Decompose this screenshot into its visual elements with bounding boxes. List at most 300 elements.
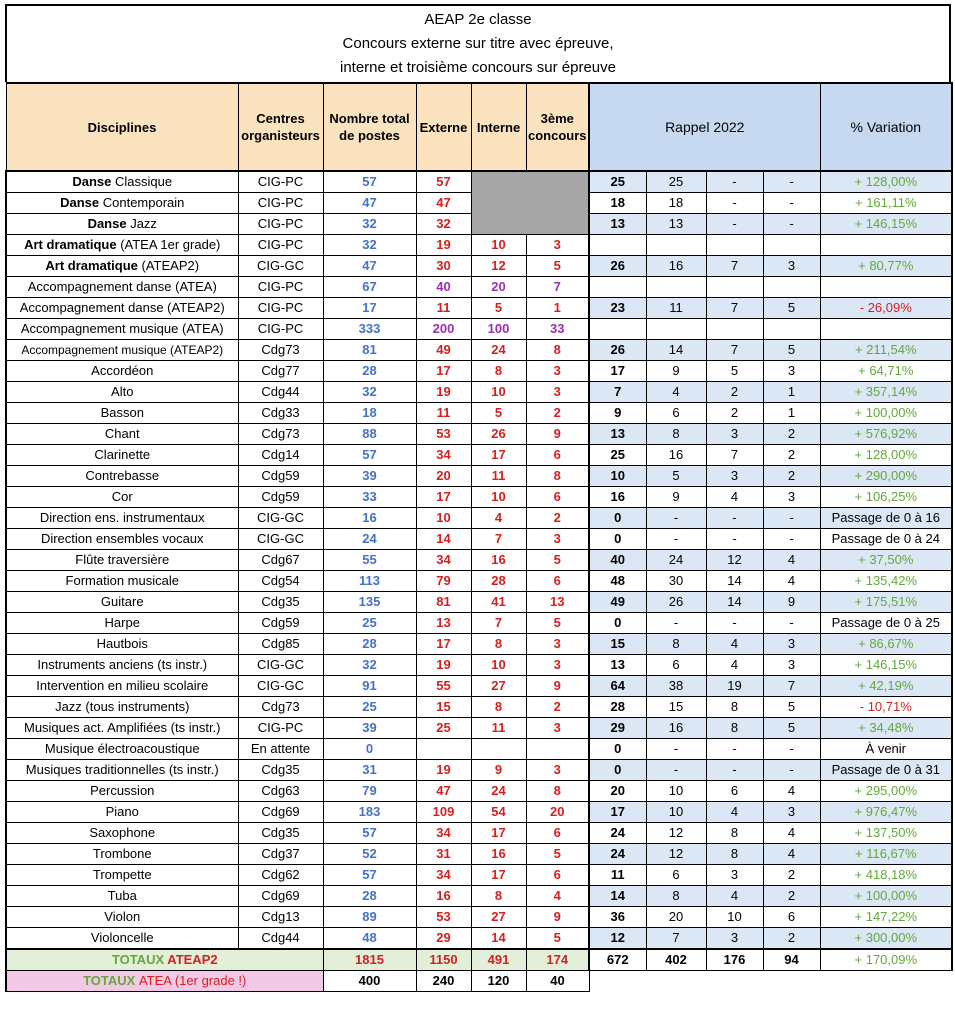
rappel-externe-cell: 14 — [646, 340, 706, 361]
interne-cell: 5 — [471, 403, 526, 424]
table-body — [6, 171, 952, 992]
rappel-troisieme-cell: 4 — [763, 781, 820, 802]
table-row — [6, 928, 952, 950]
discipline-cell — [6, 529, 238, 550]
discipline-cell — [6, 256, 238, 277]
externe-cell: 11 — [416, 403, 471, 424]
variation-cell: + 146,15% — [820, 214, 952, 235]
rappel-externe-cell: 5 — [646, 466, 706, 487]
total-cell: 52 — [323, 844, 416, 865]
rappel-troisieme-cell: 2 — [763, 466, 820, 487]
troisieme-cell: 5 — [526, 844, 589, 865]
rappel-total-cell: 40 — [589, 550, 646, 571]
rappel-total-cell: 17 — [589, 361, 646, 382]
interne-cell: 5 — [471, 298, 526, 319]
troisieme-cell: 5 — [526, 613, 589, 634]
externe-cell: 25 — [416, 718, 471, 739]
totals-ateap2-r2: 402 — [646, 949, 706, 971]
rappel-interne-cell: - — [706, 171, 763, 193]
interne-cell: 16 — [471, 550, 526, 571]
grey-block — [471, 171, 589, 235]
totals-label-a: TOTAUX — [111, 952, 168, 967]
centre-cell: CIG-GC — [238, 256, 323, 277]
discipline-label: Contemporain — [99, 195, 185, 210]
discipline-label: Musiques traditionnelles (ts instr.) — [25, 762, 219, 777]
troisieme-cell: 9 — [526, 676, 589, 697]
title-line-3: interne et troisième concours sur épreuve — [340, 59, 616, 76]
rappel-troisieme-cell: 5 — [763, 697, 820, 718]
total-cell: 79 — [323, 781, 416, 802]
totals-atea-row — [6, 971, 952, 992]
rappel-interne-cell: 14 — [706, 571, 763, 592]
total-cell: 47 — [323, 256, 416, 277]
externe-cell: 19 — [416, 760, 471, 781]
interne-cell: 17 — [471, 823, 526, 844]
discipline-label: Accompagnement danse (ATEAP2) — [19, 300, 225, 315]
variation-cell: + 64,71% — [820, 361, 952, 382]
centre-cell: Cdg14 — [238, 445, 323, 466]
table-row — [6, 781, 952, 802]
variation-cell: + 211,54% — [820, 340, 952, 361]
header-centres: Centres organisteurs — [238, 83, 323, 171]
discipline-cell — [6, 781, 238, 802]
discipline-cell — [6, 361, 238, 382]
rappel-interne-cell: 19 — [706, 676, 763, 697]
rappel-total-cell: 25 — [589, 445, 646, 466]
interne-cell: 10 — [471, 235, 526, 256]
rappel-total-cell: 17 — [589, 802, 646, 823]
interne-cell: 41 — [471, 592, 526, 613]
rappel-troisieme-cell: 3 — [763, 361, 820, 382]
total-cell: 57 — [323, 823, 416, 844]
total-cell: 57 — [323, 865, 416, 886]
discipline-label: Accompagnement musique (ATEAP2) — [21, 342, 224, 357]
rappel-troisieme-cell: 6 — [763, 907, 820, 928]
rappel-troisieme-cell: 2 — [763, 886, 820, 907]
troisieme-cell: 8 — [526, 466, 589, 487]
variation-cell: - 26,09% — [820, 298, 952, 319]
rappel-interne-cell: 12 — [706, 550, 763, 571]
rappel-total-cell: 26 — [589, 340, 646, 361]
rappel-total-cell: 0 — [589, 613, 646, 634]
rappel-interne-cell: 5 — [706, 361, 763, 382]
totals-ateap2-total: 1815 — [323, 949, 416, 971]
variation-cell: - 10,71% — [820, 697, 952, 718]
total-cell: 25 — [323, 697, 416, 718]
rappel-interne-cell: 4 — [706, 886, 763, 907]
totals-label-a: TOTAUX — [83, 973, 139, 988]
discipline-cell — [6, 277, 238, 298]
rappel-interne-cell: 7 — [706, 256, 763, 277]
interne-cell: 54 — [471, 802, 526, 823]
variation-cell: Passage de 0 à 24 — [820, 529, 952, 550]
totals-atea-int: 120 — [471, 971, 526, 992]
discipline-cell — [6, 844, 238, 865]
centre-cell: CIG-GC — [238, 508, 323, 529]
variation-cell: + 161,11% — [820, 193, 952, 214]
externe-cell: 81 — [416, 592, 471, 613]
externe-cell: 49 — [416, 340, 471, 361]
table-row — [6, 676, 952, 697]
rappel-externe-cell: 15 — [646, 697, 706, 718]
rappel-troisieme-cell: 4 — [763, 823, 820, 844]
discipline-label: Basson — [100, 405, 144, 420]
rappel-interne-cell: 3 — [706, 928, 763, 950]
totals-ateap2-r3: 176 — [706, 949, 763, 971]
discipline-bold: Danse — [60, 195, 100, 210]
rappel-troisieme-cell: 5 — [763, 298, 820, 319]
discipline-cell — [6, 235, 238, 256]
discipline-cell — [6, 340, 238, 361]
externe-cell: 19 — [416, 382, 471, 403]
variation-cell — [820, 277, 952, 298]
centre-cell: Cdg59 — [238, 613, 323, 634]
troisieme-cell: 3 — [526, 529, 589, 550]
rappel-externe-cell: 24 — [646, 550, 706, 571]
discipline-label: Hautbois — [96, 636, 148, 651]
discipline-cell — [6, 466, 238, 487]
rappel-interne-cell: 4 — [706, 487, 763, 508]
rappel-troisieme-cell — [763, 277, 820, 298]
discipline-label: Accompagnement danse (ATEA) — [27, 279, 217, 294]
discipline-bold: Danse — [87, 216, 127, 231]
totals-ateap2-r4: 94 — [763, 949, 820, 971]
rappel-total-cell: 13 — [589, 655, 646, 676]
rappel-total-cell: 0 — [589, 739, 646, 760]
rappel-interne-cell: - — [706, 760, 763, 781]
centre-cell: Cdg33 — [238, 403, 323, 424]
rappel-interne-cell — [706, 319, 763, 340]
discipline-cell — [6, 823, 238, 844]
variation-cell: + 147,22% — [820, 907, 952, 928]
centre-cell: CIG-PC — [238, 214, 323, 235]
rappel-total-cell: 13 — [589, 424, 646, 445]
centre-cell: CIG-PC — [238, 277, 323, 298]
rappel-externe-cell: 26 — [646, 592, 706, 613]
rappel-troisieme-cell: 1 — [763, 382, 820, 403]
discipline-cell — [6, 865, 238, 886]
troisieme-cell: 7 — [526, 277, 589, 298]
discipline-label: Alto — [111, 384, 134, 399]
rappel-total-cell — [589, 319, 646, 340]
centre-cell: En attente — [238, 739, 323, 760]
rappel-interne-cell: 8 — [706, 718, 763, 739]
rappel-total-cell: 12 — [589, 928, 646, 950]
interne-cell: 12 — [471, 256, 526, 277]
variation-cell: + 300,00% — [820, 928, 952, 950]
rappel-total-cell: 24 — [589, 823, 646, 844]
externe-cell: 47 — [416, 193, 471, 214]
troisieme-cell: 5 — [526, 550, 589, 571]
variation-cell: + 576,92% — [820, 424, 952, 445]
variation-cell: + 137,50% — [820, 823, 952, 844]
interne-cell: 7 — [471, 613, 526, 634]
troisieme-cell: 6 — [526, 865, 589, 886]
totals-label-c: (1er grade !) — [171, 973, 247, 988]
discipline-label: Saxophone — [89, 825, 156, 840]
rappel-troisieme-cell: 4 — [763, 571, 820, 592]
rappel-externe-cell: 12 — [646, 823, 706, 844]
discipline-cell — [6, 655, 238, 676]
interne-cell: 17 — [471, 445, 526, 466]
troisieme-cell: 2 — [526, 508, 589, 529]
externe-cell: 34 — [416, 445, 471, 466]
table-row — [6, 760, 952, 781]
total-cell: 47 — [323, 193, 416, 214]
discipline-label: Instruments anciens (ts instr.) — [37, 657, 208, 672]
externe-cell: 109 — [416, 802, 471, 823]
table-row — [6, 487, 952, 508]
rappel-total-cell: 29 — [589, 718, 646, 739]
rappel-interne-cell: 3 — [706, 865, 763, 886]
variation-cell: + 100,00% — [820, 886, 952, 907]
troisieme-cell: 3 — [526, 361, 589, 382]
interne-cell: 27 — [471, 907, 526, 928]
interne-cell: 10 — [471, 382, 526, 403]
rappel-total-cell: 7 — [589, 382, 646, 403]
troisieme-cell: 3 — [526, 655, 589, 676]
rappel-troisieme-cell: 9 — [763, 592, 820, 613]
table-row — [6, 340, 952, 361]
troisieme-cell: 8 — [526, 340, 589, 361]
total-cell: 113 — [323, 571, 416, 592]
centre-cell: CIG-PC — [238, 298, 323, 319]
rappel-total-cell: 9 — [589, 403, 646, 424]
rappel-troisieme-cell — [763, 235, 820, 256]
rappel-interne-cell: 2 — [706, 382, 763, 403]
troisieme-cell: 2 — [526, 403, 589, 424]
rappel-total-cell: 14 — [589, 886, 646, 907]
externe-cell: 79 — [416, 571, 471, 592]
variation-cell: + 86,67% — [820, 634, 952, 655]
variation-cell: + 295,00% — [820, 781, 952, 802]
discipline-cell — [6, 550, 238, 571]
rappel-troisieme-cell — [763, 319, 820, 340]
troisieme-cell: 5 — [526, 256, 589, 277]
discipline-cell — [6, 487, 238, 508]
rappel-interne-cell — [706, 235, 763, 256]
table-row — [6, 298, 952, 319]
rappel-troisieme-cell: 1 — [763, 403, 820, 424]
interne-cell: 28 — [471, 571, 526, 592]
rappel-externe-cell: 16 — [646, 256, 706, 277]
discipline-cell — [6, 571, 238, 592]
rappel-total-cell: 0 — [589, 760, 646, 781]
variation-cell: + 290,00% — [820, 466, 952, 487]
rappel-total-cell: 0 — [589, 529, 646, 550]
rappel-total-cell: 13 — [589, 214, 646, 235]
rappel-externe-cell: - — [646, 508, 706, 529]
troisieme-cell: 5 — [526, 928, 589, 950]
rappel-interne-cell: 8 — [706, 697, 763, 718]
totals-label-b: ATEA — [138, 973, 172, 988]
rappel-total-cell: 24 — [589, 844, 646, 865]
centre-cell: CIG-GC — [238, 655, 323, 676]
troisieme-cell: 13 — [526, 592, 589, 613]
troisieme-cell: 1 — [526, 298, 589, 319]
discipline-bold: Art dramatique — [45, 258, 138, 273]
centre-cell: Cdg35 — [238, 592, 323, 613]
interne-cell: 8 — [471, 697, 526, 718]
postes-table — [5, 82, 953, 992]
total-cell: 88 — [323, 424, 416, 445]
variation-cell: + 42,19% — [820, 676, 952, 697]
externe-cell: 32 — [416, 214, 471, 235]
rappel-externe-cell: 8 — [646, 886, 706, 907]
discipline-label: Chant — [104, 426, 140, 441]
externe-cell: 19 — [416, 235, 471, 256]
interne-cell: 17 — [471, 865, 526, 886]
rappel-interne-cell: 2 — [706, 403, 763, 424]
total-cell: 32 — [323, 235, 416, 256]
rappel-externe-cell: 7 — [646, 928, 706, 950]
total-cell: 91 — [323, 676, 416, 697]
discipline-label: Accompagnement musique (ATEA) — [20, 321, 224, 336]
externe-cell: 57 — [416, 171, 471, 193]
discipline-cell — [6, 676, 238, 697]
totals-ateap2-label — [6, 949, 323, 971]
variation-cell: Passage de 0 à 31 — [820, 760, 952, 781]
rappel-externe-cell: - — [646, 529, 706, 550]
table-row — [6, 550, 952, 571]
troisieme-cell: 8 — [526, 781, 589, 802]
rappel-total-cell: 36 — [589, 907, 646, 928]
discipline-label: (ATEAP2) — [137, 258, 200, 273]
rappel-interne-cell: - — [706, 739, 763, 760]
table-row — [6, 277, 952, 298]
totals-atea-tro: 40 — [526, 971, 589, 992]
rappel-interne-cell: 4 — [706, 655, 763, 676]
interne-cell: 10 — [471, 487, 526, 508]
rappel-externe-cell — [646, 319, 706, 340]
discipline-bold: Danse — [72, 174, 112, 189]
centre-cell: Cdg59 — [238, 487, 323, 508]
variation-cell: + 128,00% — [820, 171, 952, 193]
rappel-interne-cell: - — [706, 613, 763, 634]
interne-cell — [471, 739, 526, 760]
rappel-interne-cell: - — [706, 214, 763, 235]
variation-cell: + 976,47% — [820, 802, 952, 823]
empty-area — [589, 971, 952, 992]
rappel-total-cell: 23 — [589, 298, 646, 319]
rappel-troisieme-cell: - — [763, 171, 820, 193]
rappel-externe-cell: 16 — [646, 445, 706, 466]
troisieme-cell: 3 — [526, 634, 589, 655]
table-row — [6, 529, 952, 550]
variation-cell: + 357,14% — [820, 382, 952, 403]
rappel-total-cell — [589, 277, 646, 298]
table-row — [6, 865, 952, 886]
discipline-cell — [6, 634, 238, 655]
rappel-interne-cell: 4 — [706, 634, 763, 655]
rappel-externe-cell: 8 — [646, 634, 706, 655]
discipline-cell — [6, 508, 238, 529]
centre-cell: CIG-PC — [238, 235, 323, 256]
rappel-troisieme-cell: 5 — [763, 340, 820, 361]
troisieme-cell: 6 — [526, 571, 589, 592]
discipline-label: Trompette — [92, 867, 152, 882]
troisieme-cell: 33 — [526, 319, 589, 340]
rappel-troisieme-cell: 7 — [763, 676, 820, 697]
externe-cell: 34 — [416, 865, 471, 886]
table-row — [6, 424, 952, 445]
table-row — [6, 739, 952, 760]
variation-cell: Passage de 0 à 16 — [820, 508, 952, 529]
discipline-cell — [6, 403, 238, 424]
rappel-interne-cell: 7 — [706, 445, 763, 466]
variation-cell: + 146,15% — [820, 655, 952, 676]
discipline-cell — [6, 613, 238, 634]
troisieme-cell — [526, 739, 589, 760]
discipline-label: Intervention en milieu scolaire — [36, 678, 209, 693]
table-row — [6, 403, 952, 424]
total-cell: 32 — [323, 214, 416, 235]
rappel-externe-cell: 38 — [646, 676, 706, 697]
interne-cell: 8 — [471, 634, 526, 655]
header-externe: Externe — [416, 83, 471, 171]
total-cell: 31 — [323, 760, 416, 781]
total-cell: 57 — [323, 445, 416, 466]
discipline-label: (ATEA 1er grade) — [116, 237, 221, 252]
total-cell: 32 — [323, 655, 416, 676]
total-cell: 57 — [323, 171, 416, 193]
discipline-label: Jazz (tous instruments) — [55, 699, 190, 714]
rappel-troisieme-cell: - — [763, 214, 820, 235]
table-row — [6, 592, 952, 613]
rappel-troisieme-cell: 2 — [763, 424, 820, 445]
discipline-label: Contrebasse — [85, 468, 160, 483]
totals-ateap2-int: 491 — [471, 949, 526, 971]
discipline-label: Classique — [111, 174, 173, 189]
rappel-troisieme-cell: 3 — [763, 802, 820, 823]
externe-cell: 47 — [416, 781, 471, 802]
centre-cell: Cdg35 — [238, 760, 323, 781]
externe-cell: 53 — [416, 424, 471, 445]
interne-cell: 9 — [471, 760, 526, 781]
discipline-label: Cor — [111, 489, 133, 504]
centre-cell: Cdg59 — [238, 466, 323, 487]
rappel-externe-cell: 10 — [646, 781, 706, 802]
discipline-label: Tuba — [107, 888, 137, 903]
discipline-bold: Art dramatique — [24, 237, 117, 252]
total-cell: 89 — [323, 907, 416, 928]
rappel-interne-cell: 8 — [706, 844, 763, 865]
rappel-total-cell: 18 — [589, 193, 646, 214]
totals-label-b: ATEAP2 — [167, 952, 218, 967]
totals-ateap2-variation: + 170,09% — [820, 949, 952, 971]
rappel-externe-cell: 25 — [646, 171, 706, 193]
troisieme-cell: 4 — [526, 886, 589, 907]
rappel-total-cell: 28 — [589, 697, 646, 718]
interne-cell: 11 — [471, 718, 526, 739]
centre-cell: Cdg69 — [238, 886, 323, 907]
troisieme-cell: 2 — [526, 697, 589, 718]
interne-cell: 11 — [471, 466, 526, 487]
externe-cell: 15 — [416, 697, 471, 718]
header-disciplines: Disciplines — [6, 83, 238, 171]
table-row — [6, 319, 952, 340]
table-row — [6, 361, 952, 382]
discipline-cell — [6, 382, 238, 403]
discipline-cell — [6, 298, 238, 319]
variation-cell: Passage de 0 à 25 — [820, 613, 952, 634]
interne-cell: 26 — [471, 424, 526, 445]
rappel-total-cell — [589, 235, 646, 256]
table-row — [6, 802, 952, 823]
total-cell: 135 — [323, 592, 416, 613]
rappel-externe-cell: 13 — [646, 214, 706, 235]
discipline-cell — [6, 214, 238, 235]
